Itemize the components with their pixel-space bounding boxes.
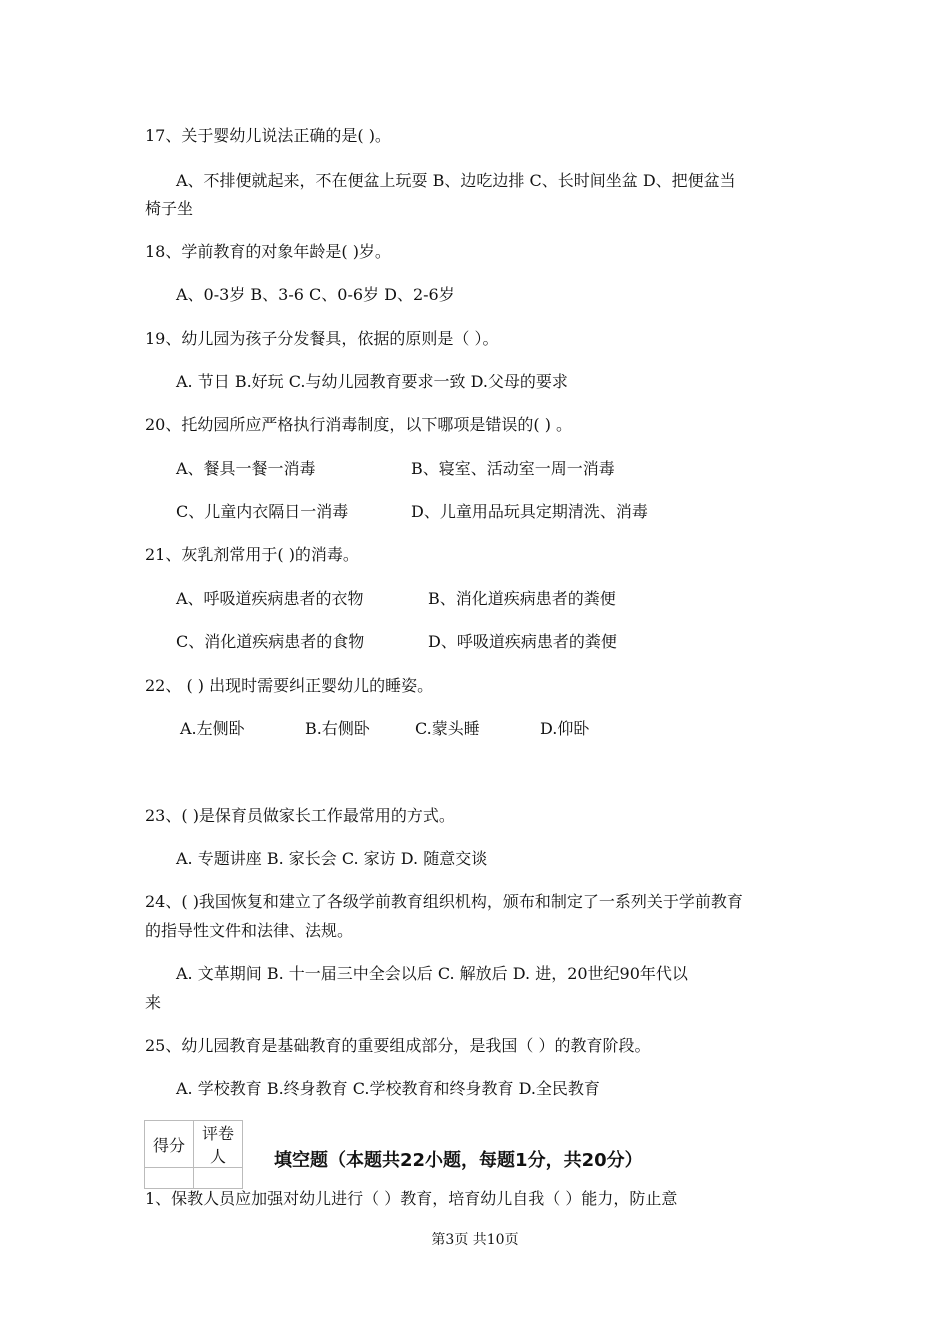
q18-options: A、0-3岁 B、3-6 C、0-6岁 D、2-6岁 <box>176 285 455 304</box>
grader-label: 评卷人 <box>194 1121 243 1168</box>
q23-stem: 23、( )是保育员做家长工作最常用的方式。 <box>145 806 455 825</box>
q22-option-b: B.右侧卧 <box>305 719 370 738</box>
q20-stem: 20、托幼园所应严格执行消毒制度，以下哪项是错误的( ) 。 <box>145 415 573 434</box>
q20-option-d: D、儿童用品玩具定期清洗、消毒 <box>411 502 648 521</box>
q20-option-b: B、寝室、活动室一周一消毒 <box>411 459 615 478</box>
page-number: 第3页 共10页 <box>431 1232 519 1248</box>
q21-stem: 21、灰乳剂常用于( )的消毒。 <box>145 545 359 564</box>
q25-stem: 25、幼儿园教育是基础教育的重要组成部分，是我国（ ）的教育阶段。 <box>145 1036 651 1055</box>
q21-option-a: A、呼吸道疾病患者的衣物 <box>176 589 364 608</box>
q22-option-a: A.左侧卧 <box>180 719 245 738</box>
fill-in-q1: 1、保教人员应加强对幼儿进行（ ）教育，培育幼儿自我（ ）能力，防止意 <box>145 1189 678 1208</box>
q17-options-cont: 椅子坐 <box>145 199 194 218</box>
q21-option-c: C、消化道疾病患者的食物 <box>176 632 365 651</box>
q24-stem-cont: 的指导性文件和法律、法规。 <box>145 921 354 940</box>
q22-option-c: C.蒙头睡 <box>415 719 480 738</box>
q17-options: A、不排便就起来，不在便盆上玩耍 B、边吃边排 C、长时间坐盆 D、把便盆当 <box>176 171 736 190</box>
score-table <box>144 1120 243 1189</box>
section-title: 填空题（本题共22小题，每题1分，共20分） <box>274 1150 643 1171</box>
q25-options: A. 学校教育 B.终身教育 C.学校教育和终身教育 D.全民教育 <box>176 1079 600 1098</box>
q23-options: A. 专题讲座 B. 家长会 C. 家访 D. 随意交谈 <box>176 849 488 868</box>
q19-stem: 19、幼儿园为孩子分发餐具，依据的原则是（ ）。 <box>145 329 499 348</box>
score-cell <box>145 1168 194 1189</box>
q24-options: A. 文革期间 B. 十一届三中全会以后 C. 解放后 D. 进，20世纪90年代以 <box>176 964 688 983</box>
q24-options-cont: 来 <box>145 993 162 1012</box>
q22-stem: 22、 ( ) 出现时需要纠正婴幼儿的睡姿。 <box>145 676 434 695</box>
q17-stem: 17、关于婴幼儿说法正确的是( )。 <box>145 126 391 145</box>
q24-stem: 24、( )我国恢复和建立了各级学前教育组织机构，颁布和制定了一系列关于学前教育 <box>145 892 743 911</box>
q18-stem: 18、学前教育的对象年龄是( )岁。 <box>145 242 391 261</box>
q20-option-a: A、餐具一餐一消毒 <box>176 459 316 478</box>
q20-option-c: C、儿童内衣隔日一消毒 <box>176 502 349 521</box>
q21-option-d: D、呼吸道疾病患者的粪便 <box>428 632 617 651</box>
q19-options: A. 节日 B.好玩 C.与幼儿园教育要求一致 D.父母的要求 <box>176 372 568 391</box>
score-label: 得分 <box>145 1121 194 1168</box>
grader-cell <box>194 1168 243 1189</box>
q21-option-b: B、消化道疾病患者的粪便 <box>428 589 616 608</box>
q22-option-d: D.仰卧 <box>540 719 590 738</box>
